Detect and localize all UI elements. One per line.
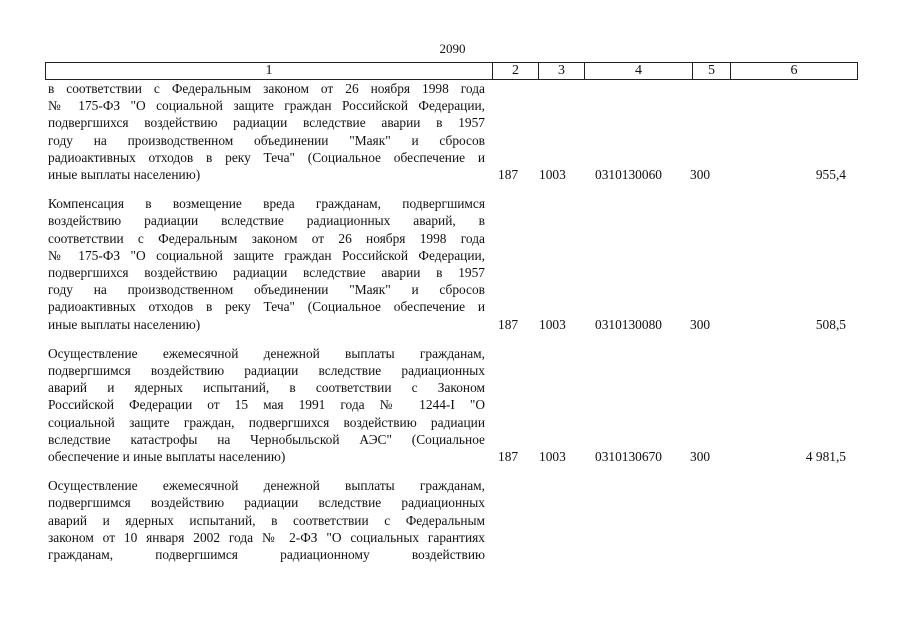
description-line: социальной защите граждан, подвергшихся воздействию радиации [48,414,485,430]
row-description [48,477,485,563]
column-header-row [46,63,858,80]
description-line: в соответствии с Федеральным законом от 26 ноября 1998 года [48,81,485,96]
cell-kbk: 187 [498,167,519,183]
description-line: радиоактивных отходов в реку Теча" (Социальное обеспечение и [48,149,485,165]
description-line: году на производственном объединении "Маяк" и сбросов [48,132,485,148]
table-row [48,345,848,465]
cell-expense-type: 300 [690,167,711,183]
cell-expense-type: 300 [690,316,711,332]
column-header-6: 6 [731,63,858,80]
description-line: подвергшимся воздействию радиации вследствие радиационных [48,495,485,511]
table-row [48,477,848,563]
description-line: Российской Федерации от 15 мая 1991 года № 1244-I "О [48,397,485,413]
column-header-5: 5 [693,63,731,80]
description-line: соответствии с Федеральным законом от 26 ноября 1998 года [48,230,485,246]
description-line: году на производственном объединении "Маяк" и сбросов [48,282,485,298]
cell-section: 1003 [539,316,566,332]
description-line: гражданам, подвергшимся радиационному воздействию [48,547,485,563]
column-header-3: 3 [539,63,585,80]
cell-target-article: 0310130080 [595,316,662,332]
cell-target-article: 0310130060 [595,167,662,183]
row-description [48,80,485,183]
description-line: аварий и ядерных испытаний, в соответствии с Законом [48,380,485,396]
column-header-1: 1 [46,63,493,80]
page-number: 2090 [439,41,466,56]
cell-target-article: 0310130670 [595,449,662,465]
description-line: Осуществление ежемесячной денежной выплаты гражданам, [48,345,485,361]
budget-rows [48,80,848,575]
description-line: радиоактивных отходов в реку Теча" (Социальное обеспечение и [48,299,485,315]
table-row [48,195,848,333]
description-line: Осуществление ежемесячной денежной выплаты гражданам, [48,478,485,494]
description-line: вследствие катастрофы на Чернобыльской АЭС" (Социальное [48,431,485,447]
cell-amount: 955,4 [815,167,846,183]
column-header-2: 2 [493,63,539,80]
cell-amount: 4 981,5 [805,449,846,465]
description-line: Компенсация в возмещение вреда гражданам, подвергшимся [48,196,485,212]
row-description [48,195,485,333]
description-line: иные выплаты населению) [48,316,201,332]
description-line: подвергшихся воздействию радиации вследствие аварии в 1957 [48,115,485,131]
column-header-table [45,62,858,80]
description-line: законом от 10 января 2002 года № 2-ФЗ "О социальных гарантиях [48,529,485,545]
table-row [48,80,848,183]
cell-kbk: 187 [498,316,519,332]
description-line: подвергшимся воздействию радиации вследствие радиационных [48,363,485,379]
cell-expense-type: 300 [690,449,711,465]
description-line: № 175-ФЗ "О социальной защите граждан Российской Федерации, [48,247,485,263]
cell-amount: 508,5 [815,316,846,332]
cell-kbk: 187 [498,449,519,465]
column-header-4: 4 [585,63,693,80]
cell-section: 1003 [539,449,566,465]
description-line: обеспечение и иные выплаты населению) [48,449,286,465]
description-line: воздействию радиации вследствие радиационных аварий, в [48,213,485,229]
description-line: аварий и ядерных испытаний, в соответствии с Федеральным [48,512,485,528]
description-line: иные выплаты населению) [48,167,201,183]
description-line: подвергшихся воздействию радиации вследствие аварии в 1957 [48,265,485,281]
row-description [48,345,485,465]
description-line: № 175-ФЗ "О социальной защите граждан Российской Федерации, [48,98,485,114]
cell-section: 1003 [539,167,566,183]
